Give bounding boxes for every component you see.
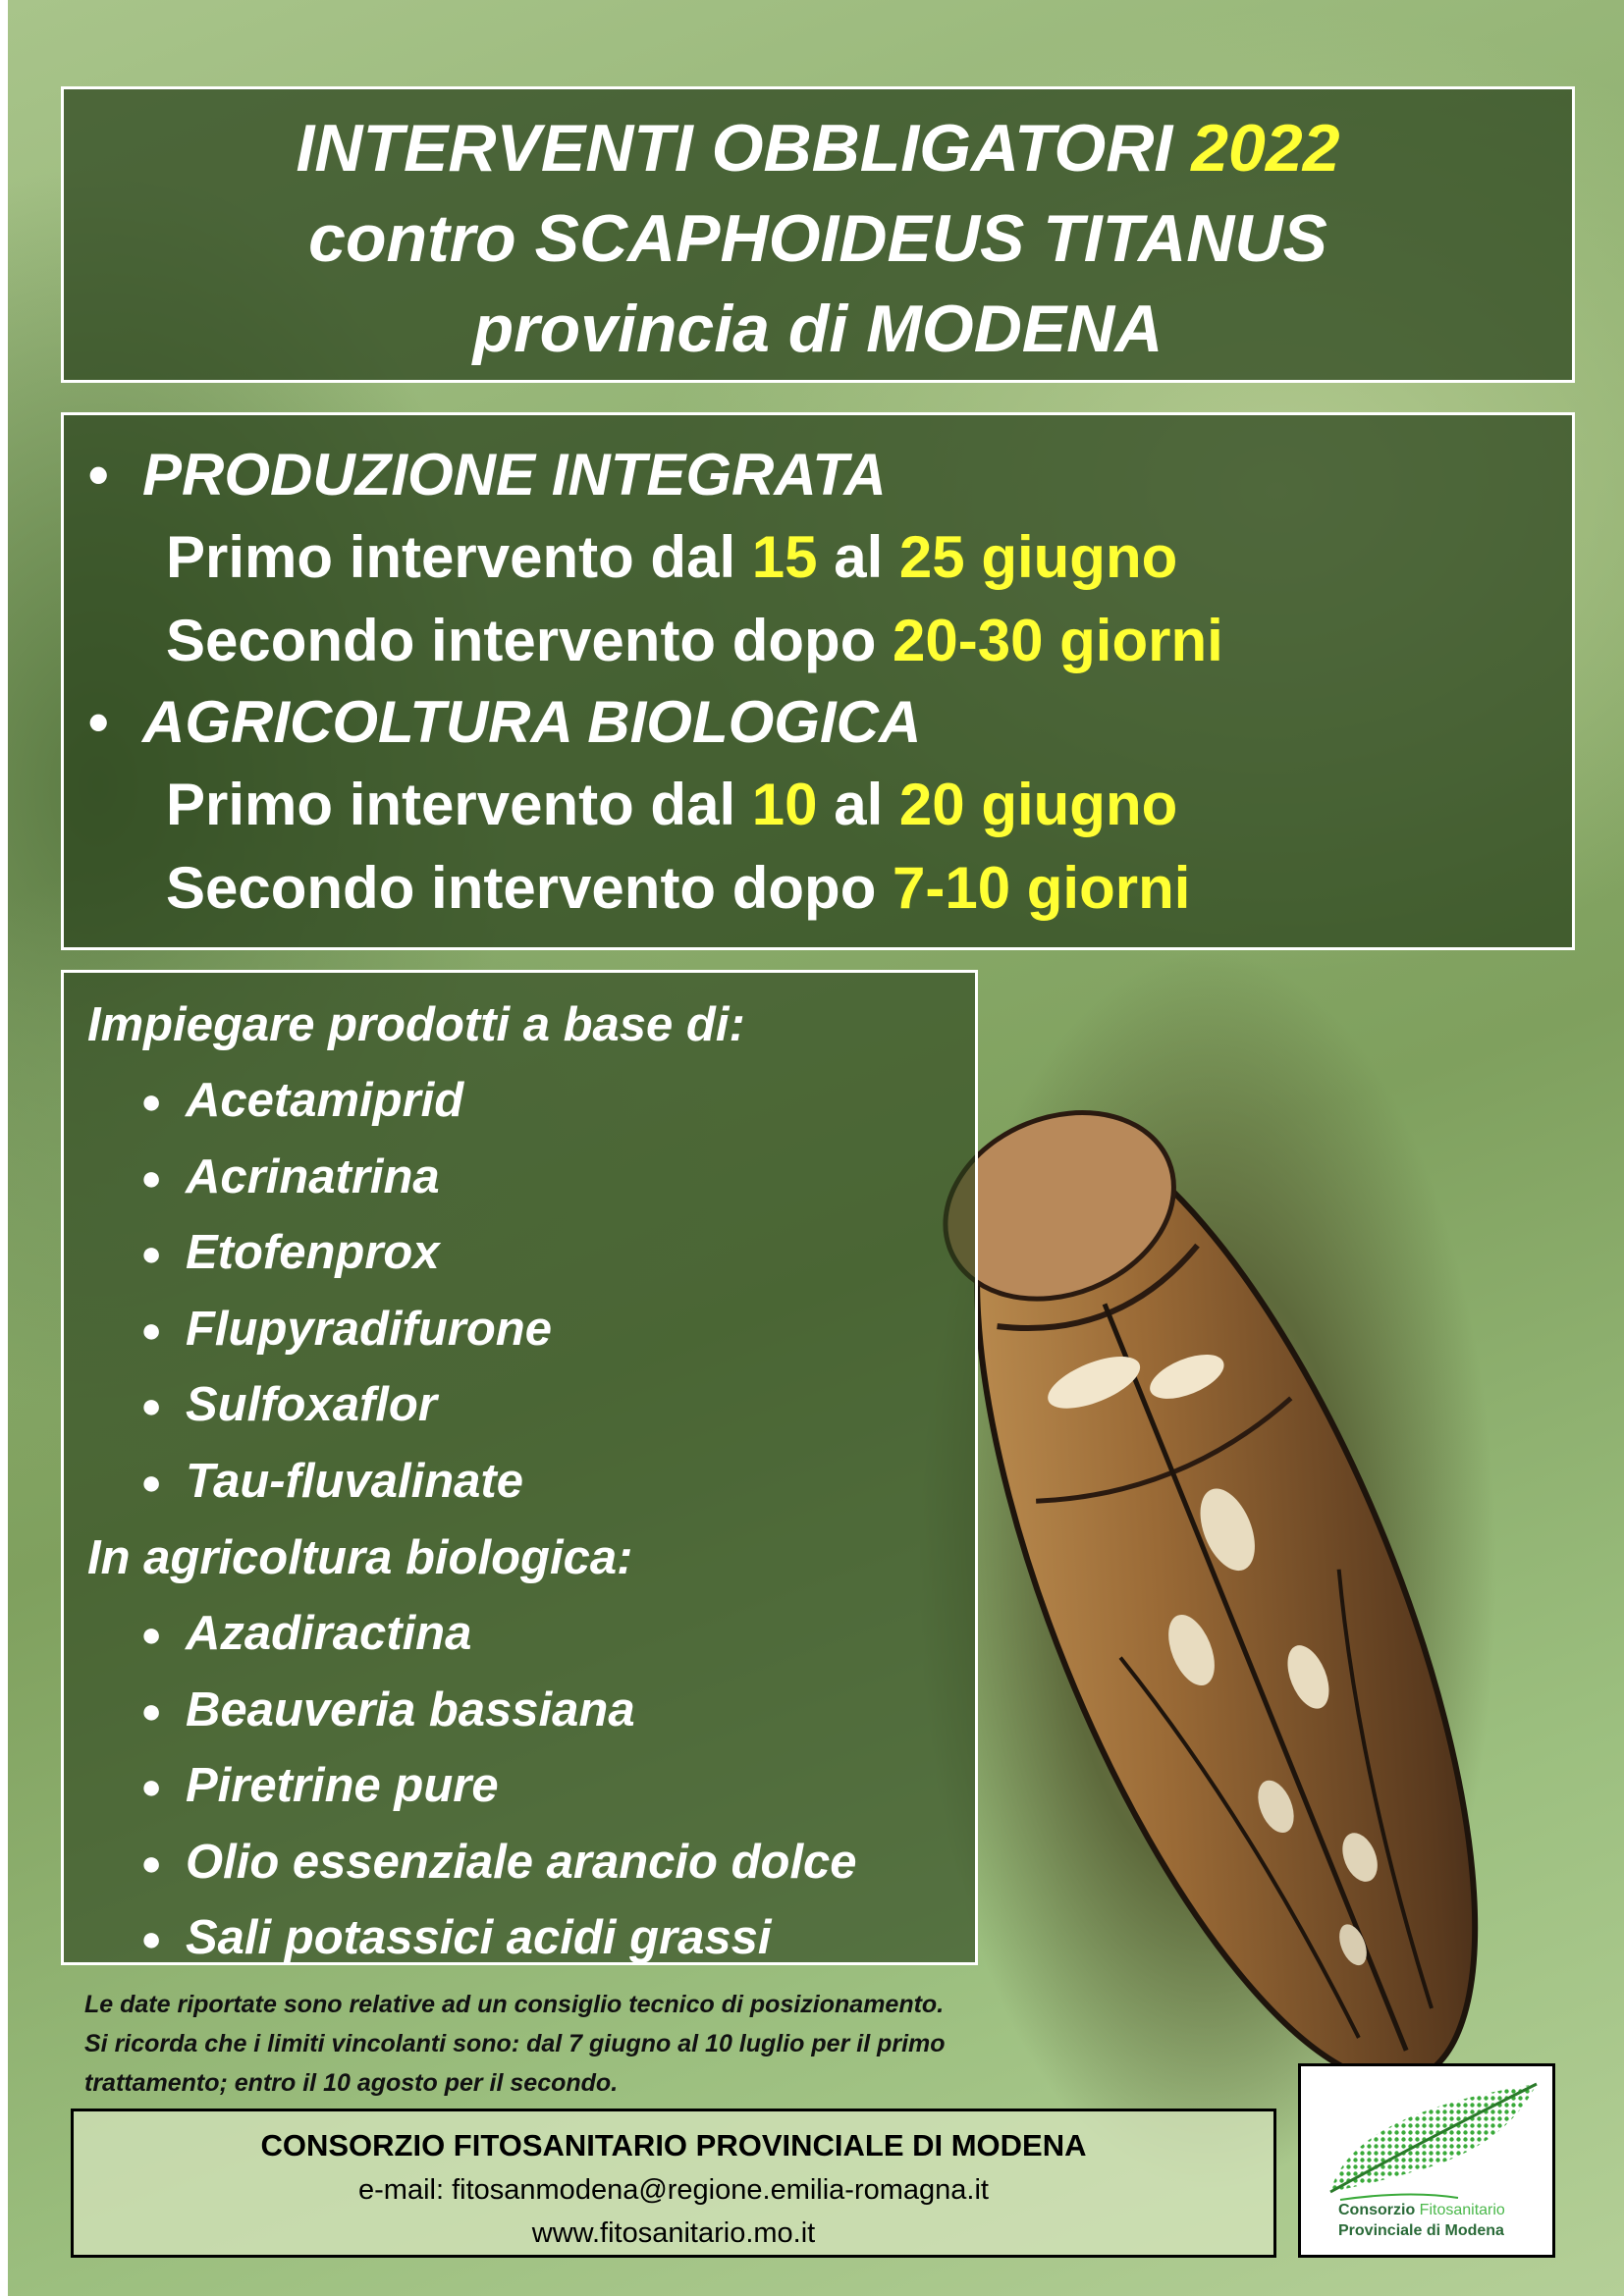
title-banner <box>61 86 1575 383</box>
list-item <box>87 1673 975 1749</box>
integrated-first-intervention <box>87 515 1572 599</box>
bullet-icon: ● <box>140 1461 162 1502</box>
logo-leaf-icon <box>1311 2074 1546 2202</box>
list-item <box>87 1748 975 1825</box>
product-name: Azadiractina <box>186 1607 472 1660</box>
products-heading: Impiegare prodotti a base di: <box>87 998 745 1051</box>
organic-second-intervention <box>87 846 1572 930</box>
integrated-heading-text: PRODUZIONE INTEGRATA <box>142 442 887 507</box>
list-item <box>87 1444 975 1521</box>
bullet-icon: ● <box>140 1766 162 1806</box>
list-item <box>87 1292 975 1368</box>
bullet-icon: ● <box>140 1842 162 1883</box>
product-name: Sali potassici acidi grassi <box>186 1911 772 1964</box>
title-line-2: contro SCAPHOIDEUS TITANUS <box>308 201 1327 276</box>
bullet-icon: • <box>87 689 109 755</box>
bullet-icon: ● <box>140 1233 162 1273</box>
schedule-panel <box>61 412 1575 950</box>
list-item <box>87 1825 975 1901</box>
first-prefix: Primo intervento dal <box>166 772 736 837</box>
product-name: Acetamiprid <box>186 1074 464 1127</box>
logo-word-accent: Fitosanitario <box>1419 2202 1505 2218</box>
note-line: Si ricorda che i limiti vincolanti sono: dal 7 giugno al 10 luglio per il primo <box>84 2030 946 2057</box>
integrated-second-intervention <box>87 599 1572 682</box>
second-prefix: Secondo intervento dopo <box>166 608 877 673</box>
note-line: Le date riportate sono relative ad un consiglio tecnico di posizionamento. <box>84 1991 945 2018</box>
first-start-date: 10 <box>751 772 818 837</box>
title-line-3: provincia di MODENA <box>472 292 1164 366</box>
first-end-date: 25 giugno <box>898 524 1178 590</box>
consortium-logo <box>1298 2063 1555 2258</box>
list-item <box>87 1215 975 1292</box>
bullet-icon: ● <box>140 1308 162 1350</box>
list-item <box>87 1367 975 1444</box>
bullet-icon: ● <box>140 1385 162 1425</box>
website-link[interactable]: www.fitosanitario.mo.it <box>531 2217 816 2249</box>
products-panel <box>61 970 978 1965</box>
page-margin <box>0 0 8 2296</box>
organization-name: CONSORZIO FITOSANITARIO PROVINCIALE DI MODENA <box>260 2128 1087 2163</box>
product-name: Flupyradifurone <box>186 1302 552 1356</box>
organic-heading <box>87 682 1572 763</box>
first-mid: al <box>834 772 884 837</box>
email-link[interactable]: e-mail: fitosanmodena@regione.emilia-romagna.it <box>358 2174 989 2206</box>
first-end-date: 20 giugno <box>898 772 1178 837</box>
logo-line-2: Provinciale di Modena <box>1338 2222 1504 2239</box>
organic-products-heading: In agricoltura biologica: <box>87 1531 633 1584</box>
organic-first-intervention <box>87 763 1572 846</box>
second-interval: 7-10 giorni <box>893 855 1191 921</box>
list-item <box>87 1900 975 1977</box>
bullet-icon: ● <box>140 1918 162 1958</box>
bullet-icon: ● <box>140 1156 162 1198</box>
leafhopper-image <box>933 1031 1483 2140</box>
product-name: Etofenprox <box>186 1226 440 1279</box>
first-mid: al <box>834 524 884 590</box>
product-name: Tau-fluvalinate <box>186 1454 523 1508</box>
note-line: trattamento; entro il 10 agosto per il secondo. <box>84 2069 619 2097</box>
list-item <box>87 1596 975 1673</box>
product-name: Beauveria bassiana <box>186 1682 635 1736</box>
first-start-date: 15 <box>751 524 818 590</box>
bullet-icon: ● <box>140 1081 162 1121</box>
title-line-1 <box>64 103 1572 193</box>
first-prefix: Primo intervento dal <box>166 524 736 590</box>
title-year: 2022 <box>1191 111 1340 186</box>
logo-caption <box>1338 2200 1544 2241</box>
second-prefix: Secondo intervento dopo <box>166 855 877 921</box>
second-interval: 20-30 giorni <box>893 608 1223 673</box>
bullet-icon: ● <box>140 1614 162 1654</box>
organic-heading-text: AGRICOLTURA BIOLOGICA <box>142 689 922 755</box>
product-name: Piretrine pure <box>186 1759 499 1812</box>
product-name: Sulfoxaflor <box>186 1378 437 1431</box>
product-name: Olio essenziale arancio dolce <box>186 1835 857 1889</box>
bullet-icon: • <box>87 442 109 507</box>
disclaimer-note <box>84 1985 1204 2103</box>
list-item <box>87 1140 975 1216</box>
integrated-heading <box>87 435 1572 515</box>
product-name: Acrinatrina <box>186 1149 440 1203</box>
list-item <box>87 1063 975 1140</box>
title-text: INTERVENTI OBBLIGATORI <box>296 111 1173 186</box>
contact-box <box>71 2109 1276 2258</box>
bullet-icon: ● <box>140 1689 162 1731</box>
logo-word: Consorzio <box>1338 2202 1416 2218</box>
